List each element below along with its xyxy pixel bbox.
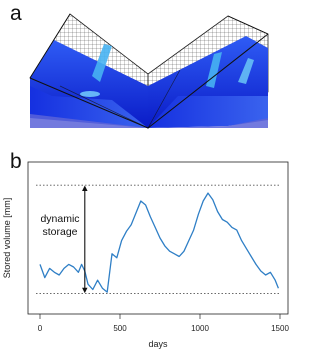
stored-volume-series [40, 193, 278, 292]
outlet-highlight [80, 91, 100, 97]
x-tick-label-0: 0 [37, 324, 43, 333]
x-tick-label-1000: 1000 [191, 324, 209, 333]
panel-b-letter: b [10, 150, 22, 173]
annotation-line-2: storage [42, 226, 78, 238]
catchment-3d-rendering [30, 14, 268, 128]
panel-a [10, 2, 268, 128]
y-axis-title: Stored volume [mm] [2, 197, 12, 279]
x-axis-title: days [148, 339, 168, 349]
annotation-line-1: dynamic [40, 213, 80, 225]
panel-a-letter: a [10, 2, 22, 25]
plot-frame [28, 162, 288, 314]
x-axis [38, 314, 290, 333]
x-tick-label-1500: 1500 [271, 324, 289, 333]
panel-b [2, 150, 289, 349]
x-tick-label-500: 500 [113, 324, 127, 333]
